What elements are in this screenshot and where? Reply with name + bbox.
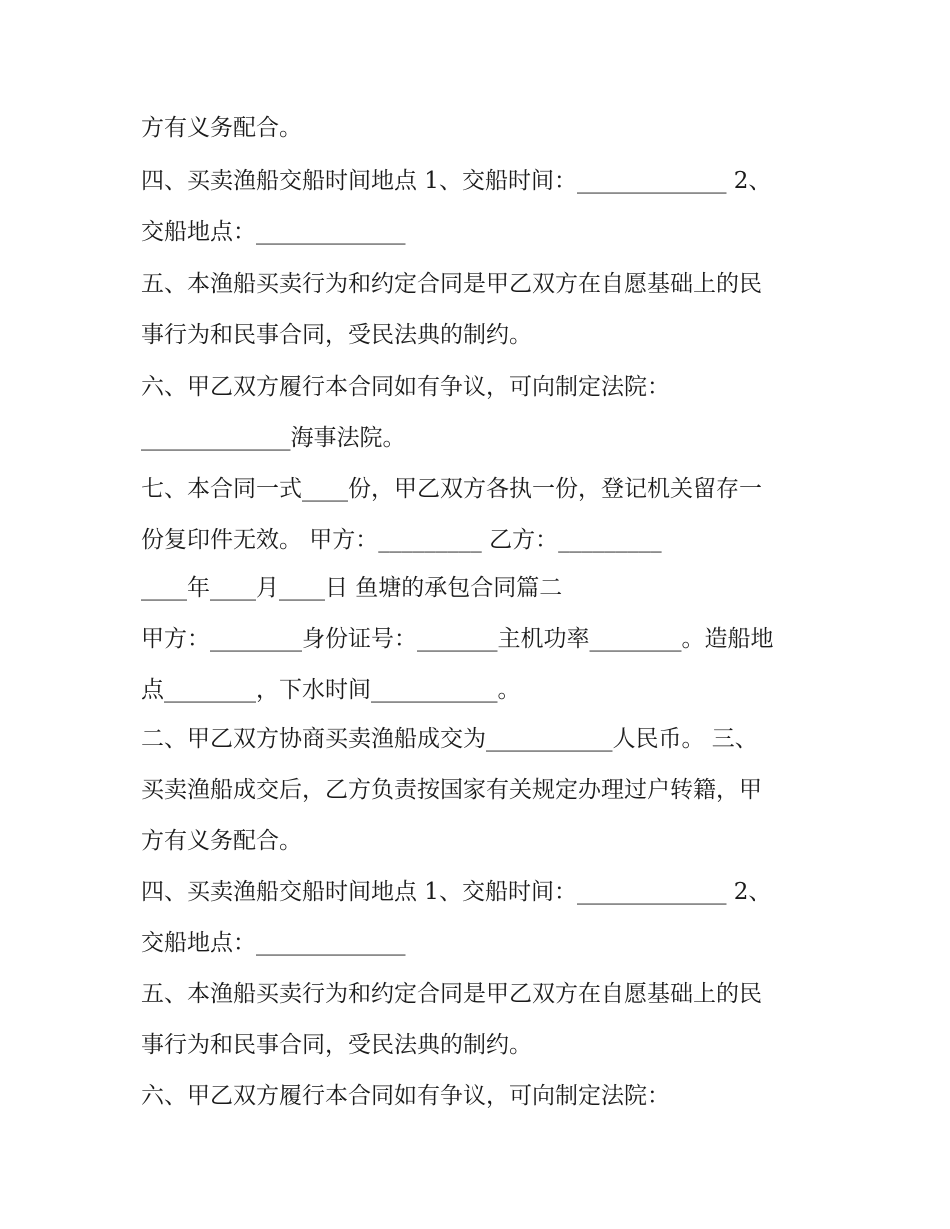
text-line: 方有义务配合。 xyxy=(141,115,302,141)
text-line: 六、甲乙双方履行本合同如有争议，可向制定法院： xyxy=(141,374,670,400)
text-line: ____年____月____日 鱼塘的承包合同篇二 xyxy=(141,575,563,601)
text-line: 二、甲乙双方协商买卖渔船成交为___________人民币。 三、 xyxy=(141,726,758,752)
text-line: 事行为和民事合同，受民法典的制约。 xyxy=(141,1032,532,1058)
text-line: 方有义务配合。 xyxy=(141,828,302,854)
text-line: 事行为和民事合同，受民法典的制约。 xyxy=(141,322,532,348)
text-line: 七、本合同一式____份，甲乙双方各执一份，登记机关留存一 xyxy=(141,476,762,502)
text-line: 份复印件无效。 甲方：_________ 乙方：_________ xyxy=(141,527,662,553)
text-line: 点________，下水时间___________。 xyxy=(141,677,521,703)
text-line: 四、买卖渔船交船时间地点 1、交船时间：_____________ 2、 xyxy=(141,879,772,905)
text-line: 五、本渔船买卖行为和约定合同是甲乙双方在自愿基础上的民 xyxy=(141,271,762,297)
text-line: 四、买卖渔船交船时间地点 1、交船时间：_____________ 2、 xyxy=(141,168,772,194)
text-line: 甲方：________身份证号：_______主机功率________。造船地 xyxy=(141,626,774,652)
text-line: _____________海事法院。 xyxy=(141,425,406,451)
text-line: 五、本渔船买卖行为和约定合同是甲乙双方在自愿基础上的民 xyxy=(141,981,762,1007)
text-line: 交船地点：_____________ xyxy=(141,930,406,956)
text-line: 买卖渔船成交后，乙方负责按国家有关规定办理过户转籍，甲 xyxy=(141,777,762,803)
text-line: 六、甲乙双方履行本合同如有争议，可向制定法院： xyxy=(141,1083,670,1109)
text-line: 交船地点：_____________ xyxy=(141,219,406,245)
